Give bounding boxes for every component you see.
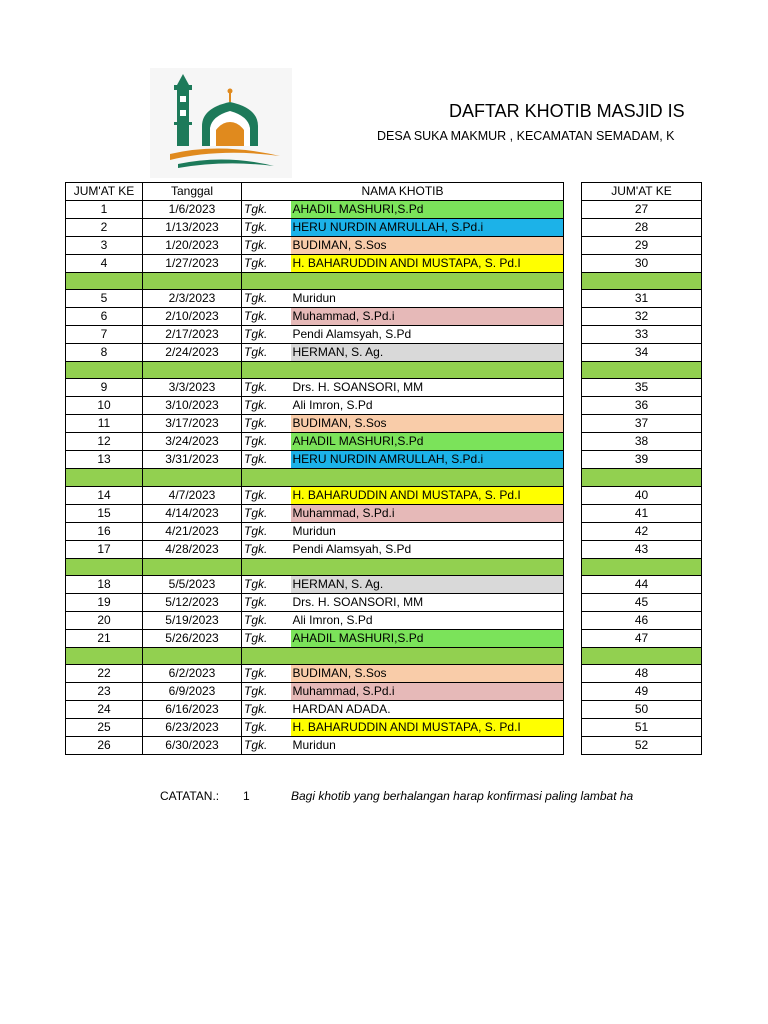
table-row: [66, 718, 564, 736]
title-prefix-cell: Tgk.: [242, 540, 291, 558]
date-cell: 6/2/2023: [143, 664, 242, 682]
khotib-name-cell: Muhammad, S.Pd.i: [291, 308, 564, 326]
separator-row: [582, 469, 702, 486]
khotib-name-cell: AHADIL MASHURI,S.Pd: [291, 201, 564, 219]
separator-cell: [582, 362, 702, 379]
jumat-number-cell: 43: [582, 540, 702, 558]
table-row: [66, 736, 564, 754]
khotib-name-cell: Muridun: [291, 290, 564, 308]
jumat-number-cell: 46: [582, 611, 702, 629]
page-subtitle: DESA SUKA MAKMUR , KECAMATAN SEMADAM, K: [377, 129, 675, 143]
date-cell: 6/16/2023: [143, 700, 242, 718]
jumat-number-cell: 34: [582, 344, 702, 362]
title-prefix-cell: Tgk.: [242, 486, 291, 504]
separator-row: [66, 273, 564, 290]
khotib-name-cell: HARDAN ADADA.: [291, 700, 564, 718]
jumat-number-cell: 2: [66, 219, 143, 237]
table-row: [66, 664, 564, 682]
title-prefix-cell: Tgk.: [242, 379, 291, 397]
title-prefix-cell: Tgk.: [242, 397, 291, 415]
jumat-number-cell: 3: [66, 237, 143, 255]
separator-cell: [242, 362, 564, 379]
table-header-row: [66, 183, 564, 201]
title-prefix-cell: Tgk.: [242, 219, 291, 237]
jumat-number-cell: 33: [582, 326, 702, 344]
jumat-number-cell: 8: [66, 344, 143, 362]
jumat-number-cell: 32: [582, 308, 702, 326]
table-row: [66, 201, 564, 219]
table-header-row: [582, 183, 702, 201]
table-row: [66, 219, 564, 237]
title-prefix-cell: Tgk.: [242, 718, 291, 736]
separator-row: [66, 558, 564, 575]
khotib-name-cell: Muridun: [291, 736, 564, 754]
separator-cell: [242, 273, 564, 290]
date-cell: 2/17/2023: [143, 326, 242, 344]
khotib-name-cell: H. BAHARUDDIN ANDI MUSTAPA, S. Pd.I: [291, 486, 564, 504]
jumat-number-cell: 45: [582, 593, 702, 611]
khotib-schedule-table: [65, 182, 564, 755]
table-row: [66, 486, 564, 504]
date-cell: 5/19/2023: [143, 611, 242, 629]
table-row: [582, 682, 702, 700]
jumat-number-cell: 37: [582, 415, 702, 433]
date-cell: 3/17/2023: [143, 415, 242, 433]
title-prefix-cell: Tgk.: [242, 575, 291, 593]
jumat-number-cell: 40: [582, 486, 702, 504]
separator-cell: [66, 647, 143, 664]
jumat-number-cell: 36: [582, 397, 702, 415]
title-prefix-cell: Tgk.: [242, 736, 291, 754]
jumat-number-cell: 44: [582, 575, 702, 593]
table-row: [582, 736, 702, 754]
separator-cell: [66, 362, 143, 379]
table-row: [66, 611, 564, 629]
jumat-number-cell: 14: [66, 486, 143, 504]
date-cell: 1/6/2023: [143, 201, 242, 219]
jumat-number-cell: 41: [582, 504, 702, 522]
table-row: [582, 379, 702, 397]
table-row: [582, 629, 702, 647]
separator-row: [582, 273, 702, 290]
khotib-name-cell: Drs. H. SOANSORI, MM: [291, 593, 564, 611]
khotib-name-cell: Muhammad, S.Pd.i: [291, 504, 564, 522]
jumat-number-cell: 10: [66, 397, 143, 415]
khotib-name-cell: H. BAHARUDDIN ANDI MUSTAPA, S. Pd.I: [291, 718, 564, 736]
date-cell: 6/30/2023: [143, 736, 242, 754]
jumat-number-cell: 15: [66, 504, 143, 522]
separator-row: [582, 362, 702, 379]
table-row: [582, 504, 702, 522]
title-prefix-cell: Tgk.: [242, 290, 291, 308]
separator-row: [582, 558, 702, 575]
jumat-number-cell: 50: [582, 700, 702, 718]
title-prefix-cell: Tgk.: [242, 201, 291, 219]
date-cell: 4/7/2023: [143, 486, 242, 504]
table-row: [66, 522, 564, 540]
table-row: [582, 451, 702, 469]
separator-row: [66, 469, 564, 486]
table-row: [66, 415, 564, 433]
khotib-name-cell: Ali Imron, S.Pd: [291, 397, 564, 415]
header-nama-khotib: NAMA KHOTIB: [242, 183, 564, 201]
khotib-name-cell: HERMAN, S. Ag.: [291, 344, 564, 362]
jumat-number-cell: 48: [582, 664, 702, 682]
khotib-schedule-table-right: [581, 182, 702, 755]
title-prefix-cell: Tgk.: [242, 522, 291, 540]
notes-label: CATATAN.:: [160, 789, 220, 803]
separator-cell: [143, 647, 242, 664]
jumat-number-cell: 38: [582, 433, 702, 451]
date-cell: 2/24/2023: [143, 344, 242, 362]
date-cell: 4/28/2023: [143, 540, 242, 558]
khotib-name-cell: Muridun: [291, 522, 564, 540]
jumat-number-cell: 1: [66, 201, 143, 219]
separator-cell: [242, 558, 564, 575]
jumat-number-cell: 26: [66, 736, 143, 754]
title-prefix-cell: Tgk.: [242, 504, 291, 522]
jumat-number-cell: 47: [582, 629, 702, 647]
date-cell: 4/21/2023: [143, 522, 242, 540]
jumat-number-cell: 25: [66, 718, 143, 736]
table-row: [582, 344, 702, 362]
table-row: [66, 682, 564, 700]
date-cell: 1/27/2023: [143, 255, 242, 273]
date-cell: 1/13/2023: [143, 219, 242, 237]
date-cell: 6/23/2023: [143, 718, 242, 736]
jumat-number-cell: 19: [66, 593, 143, 611]
table-row: [582, 718, 702, 736]
jumat-number-cell: 22: [66, 664, 143, 682]
separator-cell: [66, 558, 143, 575]
table-row: [66, 237, 564, 255]
title-prefix-cell: Tgk.: [242, 308, 291, 326]
jumat-number-cell: 23: [66, 682, 143, 700]
title-prefix-cell: Tgk.: [242, 415, 291, 433]
title-prefix-cell: Tgk.: [242, 433, 291, 451]
jumat-number-cell: 30: [582, 255, 702, 273]
table-row: [66, 255, 564, 273]
jumat-number-cell: 28: [582, 219, 702, 237]
separator-row: [66, 647, 564, 664]
date-cell: 4/14/2023: [143, 504, 242, 522]
jumat-number-cell: 24: [66, 700, 143, 718]
jumat-number-cell: 39: [582, 451, 702, 469]
table-row: [66, 629, 564, 647]
date-cell: 6/9/2023: [143, 682, 242, 700]
table-row: [582, 486, 702, 504]
page-title: DAFTAR KHOTIB MASJID IS: [449, 101, 685, 121]
separator-cell: [582, 273, 702, 290]
jumat-number-cell: 4: [66, 255, 143, 273]
khotib-name-cell: BUDIMAN, S.Sos: [291, 237, 564, 255]
separator-cell: [582, 558, 702, 575]
separator-cell: [143, 558, 242, 575]
khotib-name-cell: Ali Imron, S.Pd: [291, 611, 564, 629]
table-row: [582, 664, 702, 682]
jumat-number-cell: 35: [582, 379, 702, 397]
title-prefix-cell: Tgk.: [242, 611, 291, 629]
table-row: [582, 522, 702, 540]
jumat-number-cell: 21: [66, 629, 143, 647]
date-cell: 5/12/2023: [143, 593, 242, 611]
header-tanggal: Tanggal: [143, 183, 242, 201]
table-row: [582, 700, 702, 718]
date-cell: 5/5/2023: [143, 575, 242, 593]
title-prefix-cell: Tgk.: [242, 700, 291, 718]
khotib-name-cell: AHADIL MASHURI,S.Pd: [291, 629, 564, 647]
khotib-name-cell: Muhammad, S.Pd.i: [291, 682, 564, 700]
date-cell: 3/10/2023: [143, 397, 242, 415]
table-row: [582, 201, 702, 219]
table-row: [582, 326, 702, 344]
table-row: [66, 451, 564, 469]
table-row: [66, 326, 564, 344]
separator-row: [582, 647, 702, 664]
date-cell: 1/20/2023: [143, 237, 242, 255]
khotib-name-cell: HERU NURDIN AMRULLAH, S.Pd.i: [291, 219, 564, 237]
separator-cell: [242, 469, 564, 486]
separator-cell: [143, 273, 242, 290]
khotib-name-cell: BUDIMAN, S.Sos: [291, 664, 564, 682]
table-row: [582, 575, 702, 593]
jumat-number-cell: 7: [66, 326, 143, 344]
notes-text: Bagi khotib yang berhalangan harap konfirmasi paling lambat ha: [291, 789, 634, 803]
title-prefix-cell: Tgk.: [242, 237, 291, 255]
jumat-number-cell: 20: [66, 611, 143, 629]
table-row: [582, 237, 702, 255]
separator-cell: [143, 469, 242, 486]
title-prefix-cell: Tgk.: [242, 344, 291, 362]
jumat-number-cell: 18: [66, 575, 143, 593]
separator-cell: [143, 362, 242, 379]
title-prefix-cell: Tgk.: [242, 593, 291, 611]
table-row: [582, 397, 702, 415]
jumat-number-cell: 5: [66, 290, 143, 308]
separator-row: [66, 362, 564, 379]
title-prefix-cell: Tgk.: [242, 664, 291, 682]
title-prefix-cell: Tgk.: [242, 451, 291, 469]
date-cell: 2/10/2023: [143, 308, 242, 326]
table-row: [582, 540, 702, 558]
table-row: [582, 611, 702, 629]
title-prefix-cell: Tgk.: [242, 326, 291, 344]
jumat-number-cell: 49: [582, 682, 702, 700]
khotib-name-cell: Pendi Alamsyah, S.Pd: [291, 540, 564, 558]
table-row: [582, 219, 702, 237]
table-row: [66, 540, 564, 558]
table-row: [66, 575, 564, 593]
header-jumat-ke: JUM'AT KE: [66, 183, 143, 201]
date-cell: 5/26/2023: [143, 629, 242, 647]
khotib-name-cell: HERU NURDIN AMRULLAH, S.Pd.i: [291, 451, 564, 469]
date-cell: 3/24/2023: [143, 433, 242, 451]
separator-cell: [582, 469, 702, 486]
jumat-number-cell: 6: [66, 308, 143, 326]
jumat-number-cell: 11: [66, 415, 143, 433]
jumat-number-cell: 13: [66, 451, 143, 469]
table-row: [66, 379, 564, 397]
header-jumat-ke: JUM'AT KE: [582, 183, 702, 201]
separator-cell: [66, 273, 143, 290]
table-row: [582, 593, 702, 611]
table-row: [66, 433, 564, 451]
date-cell: 3/3/2023: [143, 379, 242, 397]
jumat-number-cell: 31: [582, 290, 702, 308]
table-row: [582, 433, 702, 451]
jumat-number-cell: 42: [582, 522, 702, 540]
date-cell: 2/3/2023: [143, 290, 242, 308]
jumat-number-cell: 16: [66, 522, 143, 540]
jumat-number-cell: 27: [582, 201, 702, 219]
table-row: [582, 290, 702, 308]
khotib-name-cell: H. BAHARUDDIN ANDI MUSTAPA, S. Pd.I: [291, 255, 564, 273]
jumat-number-cell: 29: [582, 237, 702, 255]
title-prefix-cell: Tgk.: [242, 255, 291, 273]
table-row: [582, 308, 702, 326]
jumat-number-cell: 9: [66, 379, 143, 397]
separator-cell: [66, 469, 143, 486]
table-row: [66, 344, 564, 362]
date-cell: 3/31/2023: [143, 451, 242, 469]
khotib-name-cell: HERMAN, S. Ag.: [291, 575, 564, 593]
separator-cell: [242, 647, 564, 664]
table-row: [66, 700, 564, 718]
khotib-name-cell: AHADIL MASHURI,S.Pd: [291, 433, 564, 451]
jumat-number-cell: 51: [582, 718, 702, 736]
khotib-name-cell: BUDIMAN, S.Sos: [291, 415, 564, 433]
table-row: [582, 255, 702, 273]
khotib-name-cell: Drs. H. SOANSORI, MM: [291, 379, 564, 397]
separator-cell: [582, 647, 702, 664]
table-row: [582, 415, 702, 433]
table-row: [66, 504, 564, 522]
title-prefix-cell: Tgk.: [242, 629, 291, 647]
table-row: [66, 290, 564, 308]
jumat-number-cell: 12: [66, 433, 143, 451]
table-row: [66, 397, 564, 415]
table-row: [66, 593, 564, 611]
jumat-number-cell: 52: [582, 736, 702, 754]
khotib-name-cell: Pendi Alamsyah, S.Pd: [291, 326, 564, 344]
table-row: [66, 308, 564, 326]
notes-number: 1: [243, 789, 250, 803]
title-prefix-cell: Tgk.: [242, 682, 291, 700]
jumat-number-cell: 17: [66, 540, 143, 558]
